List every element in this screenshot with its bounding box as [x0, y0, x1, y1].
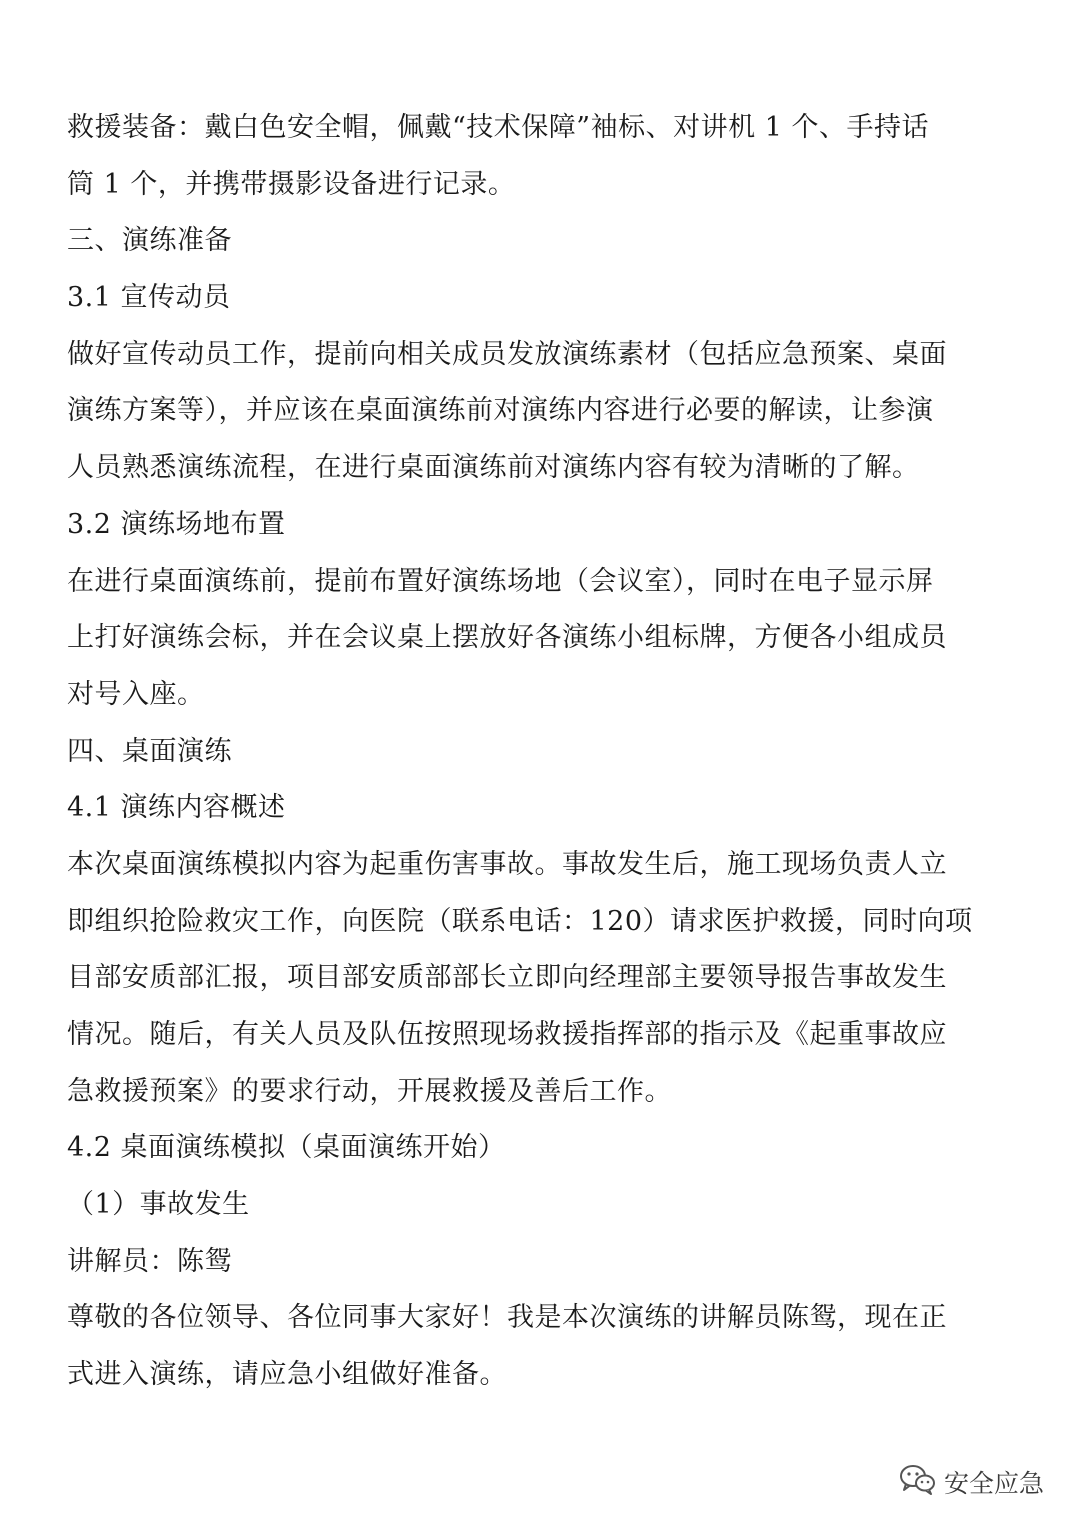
text-line: 筒 1 个，并携带摄影设备进行记录。: [67, 168, 516, 200]
text-line: 尊敬的各位领导、各位同事大家好！我是本次演练的讲解员陈鸳，现在正: [67, 1302, 947, 1334]
text-line: 本次桌面演练模拟内容为起重伤害事故。事故发生后，施工现场负责人立: [67, 848, 947, 880]
text-line: 人员熟悉演练流程，在进行桌面演练前对演练内容有较为清晰的了解。: [67, 452, 920, 484]
item-heading: （1）事故发生: [67, 1189, 250, 1221]
section-heading: 四、桌面演练: [67, 735, 232, 767]
text-line: 即组织抢险救灾工作，向医院（联系电话：120）请求医护救援，同时向项: [67, 905, 973, 937]
text-line: 目部安质部汇报，项目部安质部部长立即向经理部主要领导报告事故发生: [67, 962, 947, 994]
text-line: 做好宣传动员工作，提前向相关成员发放演练素材（包括应急预案、桌面: [67, 338, 947, 370]
subsection-heading: 4.2 桌面演练模拟（桌面演练开始）: [67, 1132, 506, 1164]
section-heading: 三、演练准备: [67, 225, 232, 257]
text-line: 式进入演练，请应急小组做好准备。: [67, 1359, 507, 1391]
document-body: [67, 100, 1007, 1404]
text-line: 在进行桌面演练前，提前布置好演练场地（会议室），同时在电子显示屏: [67, 565, 934, 597]
wechat-icon: [898, 1463, 936, 1501]
text-line: 救援装备：戴白色安全帽，佩戴“技术保障”袖标、对讲机 1 个、手持话: [67, 112, 929, 143]
text-line: 演练方案等），并应该在桌面演练前对演练内容进行必要的解读，让参演: [67, 395, 934, 427]
text-line: 上打好演练会标，并在会议桌上摆放好各演练小组标牌，方便各小组成员: [67, 622, 947, 654]
subsection-heading: 4.1 演练内容概述: [67, 792, 286, 824]
text-line: 情况。随后，有关人员及队伍按照现场救援指挥部的指示及《起重事故应: [67, 1019, 947, 1050]
text-line: 讲解员：陈鸳: [67, 1245, 232, 1277]
subsection-heading: 3.2 演练场地布置: [67, 508, 286, 540]
watermark: [898, 1463, 1044, 1501]
text-line: 急救援预案》的要求行动，开展救援及善后工作。: [67, 1075, 672, 1107]
subsection-heading: 3.1 宣传动员: [67, 282, 231, 314]
watermark-text: 安全应急: [943, 1469, 1044, 1498]
text-line: 对号入座。: [67, 678, 205, 710]
